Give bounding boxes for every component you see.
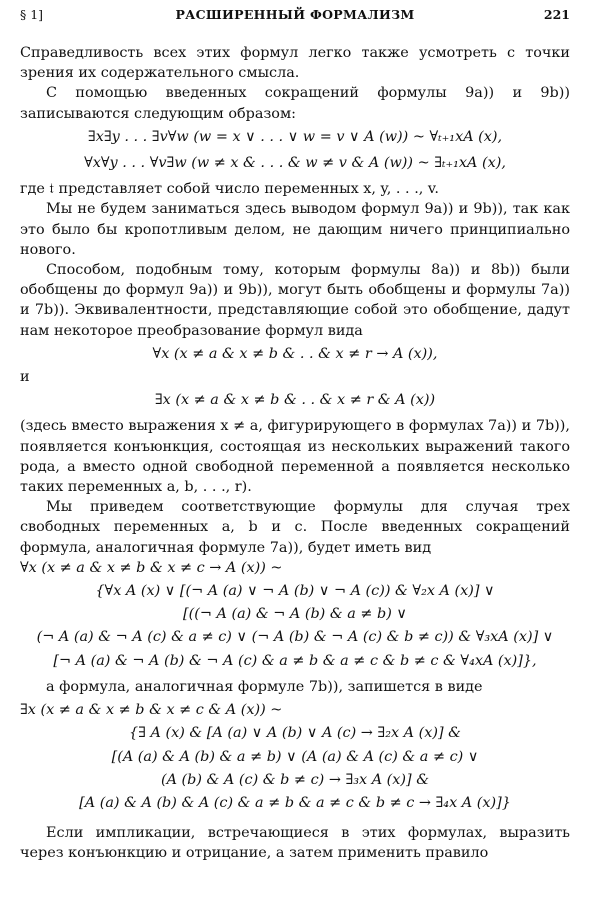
formula: (¬ A (a) & ¬ A (c) & a ≠ c) ∨ (¬ A (b) & ¬ A (c) & b ≠ c)) & ∀₃xA (x)] ∨ (36, 629, 554, 646)
section-marker: § 1] (20, 7, 44, 22)
formula: ∃x (x ≠ a & x ≠ b & x ≠ c & A (x)) ~ (20, 702, 283, 719)
paragraph: С помощью введенных сокращений формулы 9a)) и 9b)) записываются следующим образом: (20, 85, 570, 122)
paragraph: (здесь вместо выражения x ≠ a, фигурирующего в формулах 7a)) и 7b)), появляется конъюнкция, состоящая из нескольких выражений такого рода, а вместо одной свободной переменной a появляется несколько таких переменных a, b, . . ., r). (20, 418, 570, 496)
formula: [((¬ A (a) & ¬ A (b) & a ≠ b) ∨ (183, 606, 407, 623)
running-header (20, 7, 570, 23)
formula: {∃ A (x) & [A (a) ∨ A (b) ∨ A (c) → ∃₂x A (x)] & (128, 725, 461, 742)
formula: [¬ A (a) & ¬ A (b) & ¬ A (c) & a ≠ b & a ≠ c & b ≠ c & ∀₄xA (x)]}, (53, 652, 537, 669)
formula: [A (a) & A (b) & A (c) & a ≠ b & a ≠ c & b ≠ c → ∃₄x A (x)]} (79, 794, 511, 811)
formula: (A (b) & A (c) & b ≠ c) → ∃₃x A (x)] & (160, 771, 430, 788)
connective-text: и (20, 369, 30, 386)
paragraph: где 𝔱 представляет собой число переменных x, y, . . ., v. (20, 181, 439, 198)
page-body (20, 43, 570, 864)
paragraph: Мы приведем соответствующие формулы для случая трех свободных переменных a, b и c. После введенных сокращений формула, аналогичная формуле 7a)), будет иметь вид (20, 499, 570, 556)
paragraph: Способом, подобным тому, которым формулы 8a)) и 8b)) были обобщены до формул 9a)) и 9b)), могут быть обобщены и формулы 7a)) и 7b)). Эквивалентности, представляющие собой это обобщение, дадут нам некоторое преобразование формул вида (20, 262, 570, 339)
running-title: РАСШИРЕННЫЙ ФОРМАЛИЗМ (175, 7, 415, 22)
formula: {∀x A (x) ∨ [(¬ A (a) ∨ ¬ A (b) ∨ ¬ A (c)) & ∀₂x A (x)] ∨ (95, 583, 495, 600)
formula: ∃x∃y . . . ∃v∀w (w = x ∨ . . . ∨ w = v ∨ A (w)) ~ ∀ₜ₊₁xA (x), (87, 128, 503, 145)
paragraph: Справедливость всех этих формул легко также усмотреть с точки зрения их содержательного смысла. (20, 45, 570, 82)
formula: ∃x (x ≠ a & x ≠ b & . . & x ≠ r & A (x)) (154, 392, 436, 409)
formula: [(A (a) & A (b) & a ≠ b) ∨ (A (a) & A (c) & a ≠ c) ∨ (111, 748, 479, 765)
formula: ∀x (x ≠ a & x ≠ b & . . & x ≠ r → A (x)), (152, 345, 438, 362)
page-number: 221 (543, 7, 570, 22)
formula: ∀x∀y . . . ∀v∃w (w ≠ x & . . . & w ≠ v & A (w)) ~ ∃ₜ₊₁xA (x), (84, 155, 506, 172)
formula: ∀x (x ≠ a & x ≠ b & x ≠ c → A (x)) ~ (20, 559, 283, 576)
paragraph: а формула, аналогичная формуле 7b)), запишется в виде (46, 678, 483, 695)
paragraph: Если импликации, встречающиеся в этих формулах, выразить через конъюнкцию и отрицание, а затем применить правило (20, 825, 570, 862)
paragraph: Мы не будем заниматься здесь выводом формул 9a)) и 9b)), так как это было бы кропотливым делом, не дающим ничего принципиально нового. (20, 201, 570, 258)
